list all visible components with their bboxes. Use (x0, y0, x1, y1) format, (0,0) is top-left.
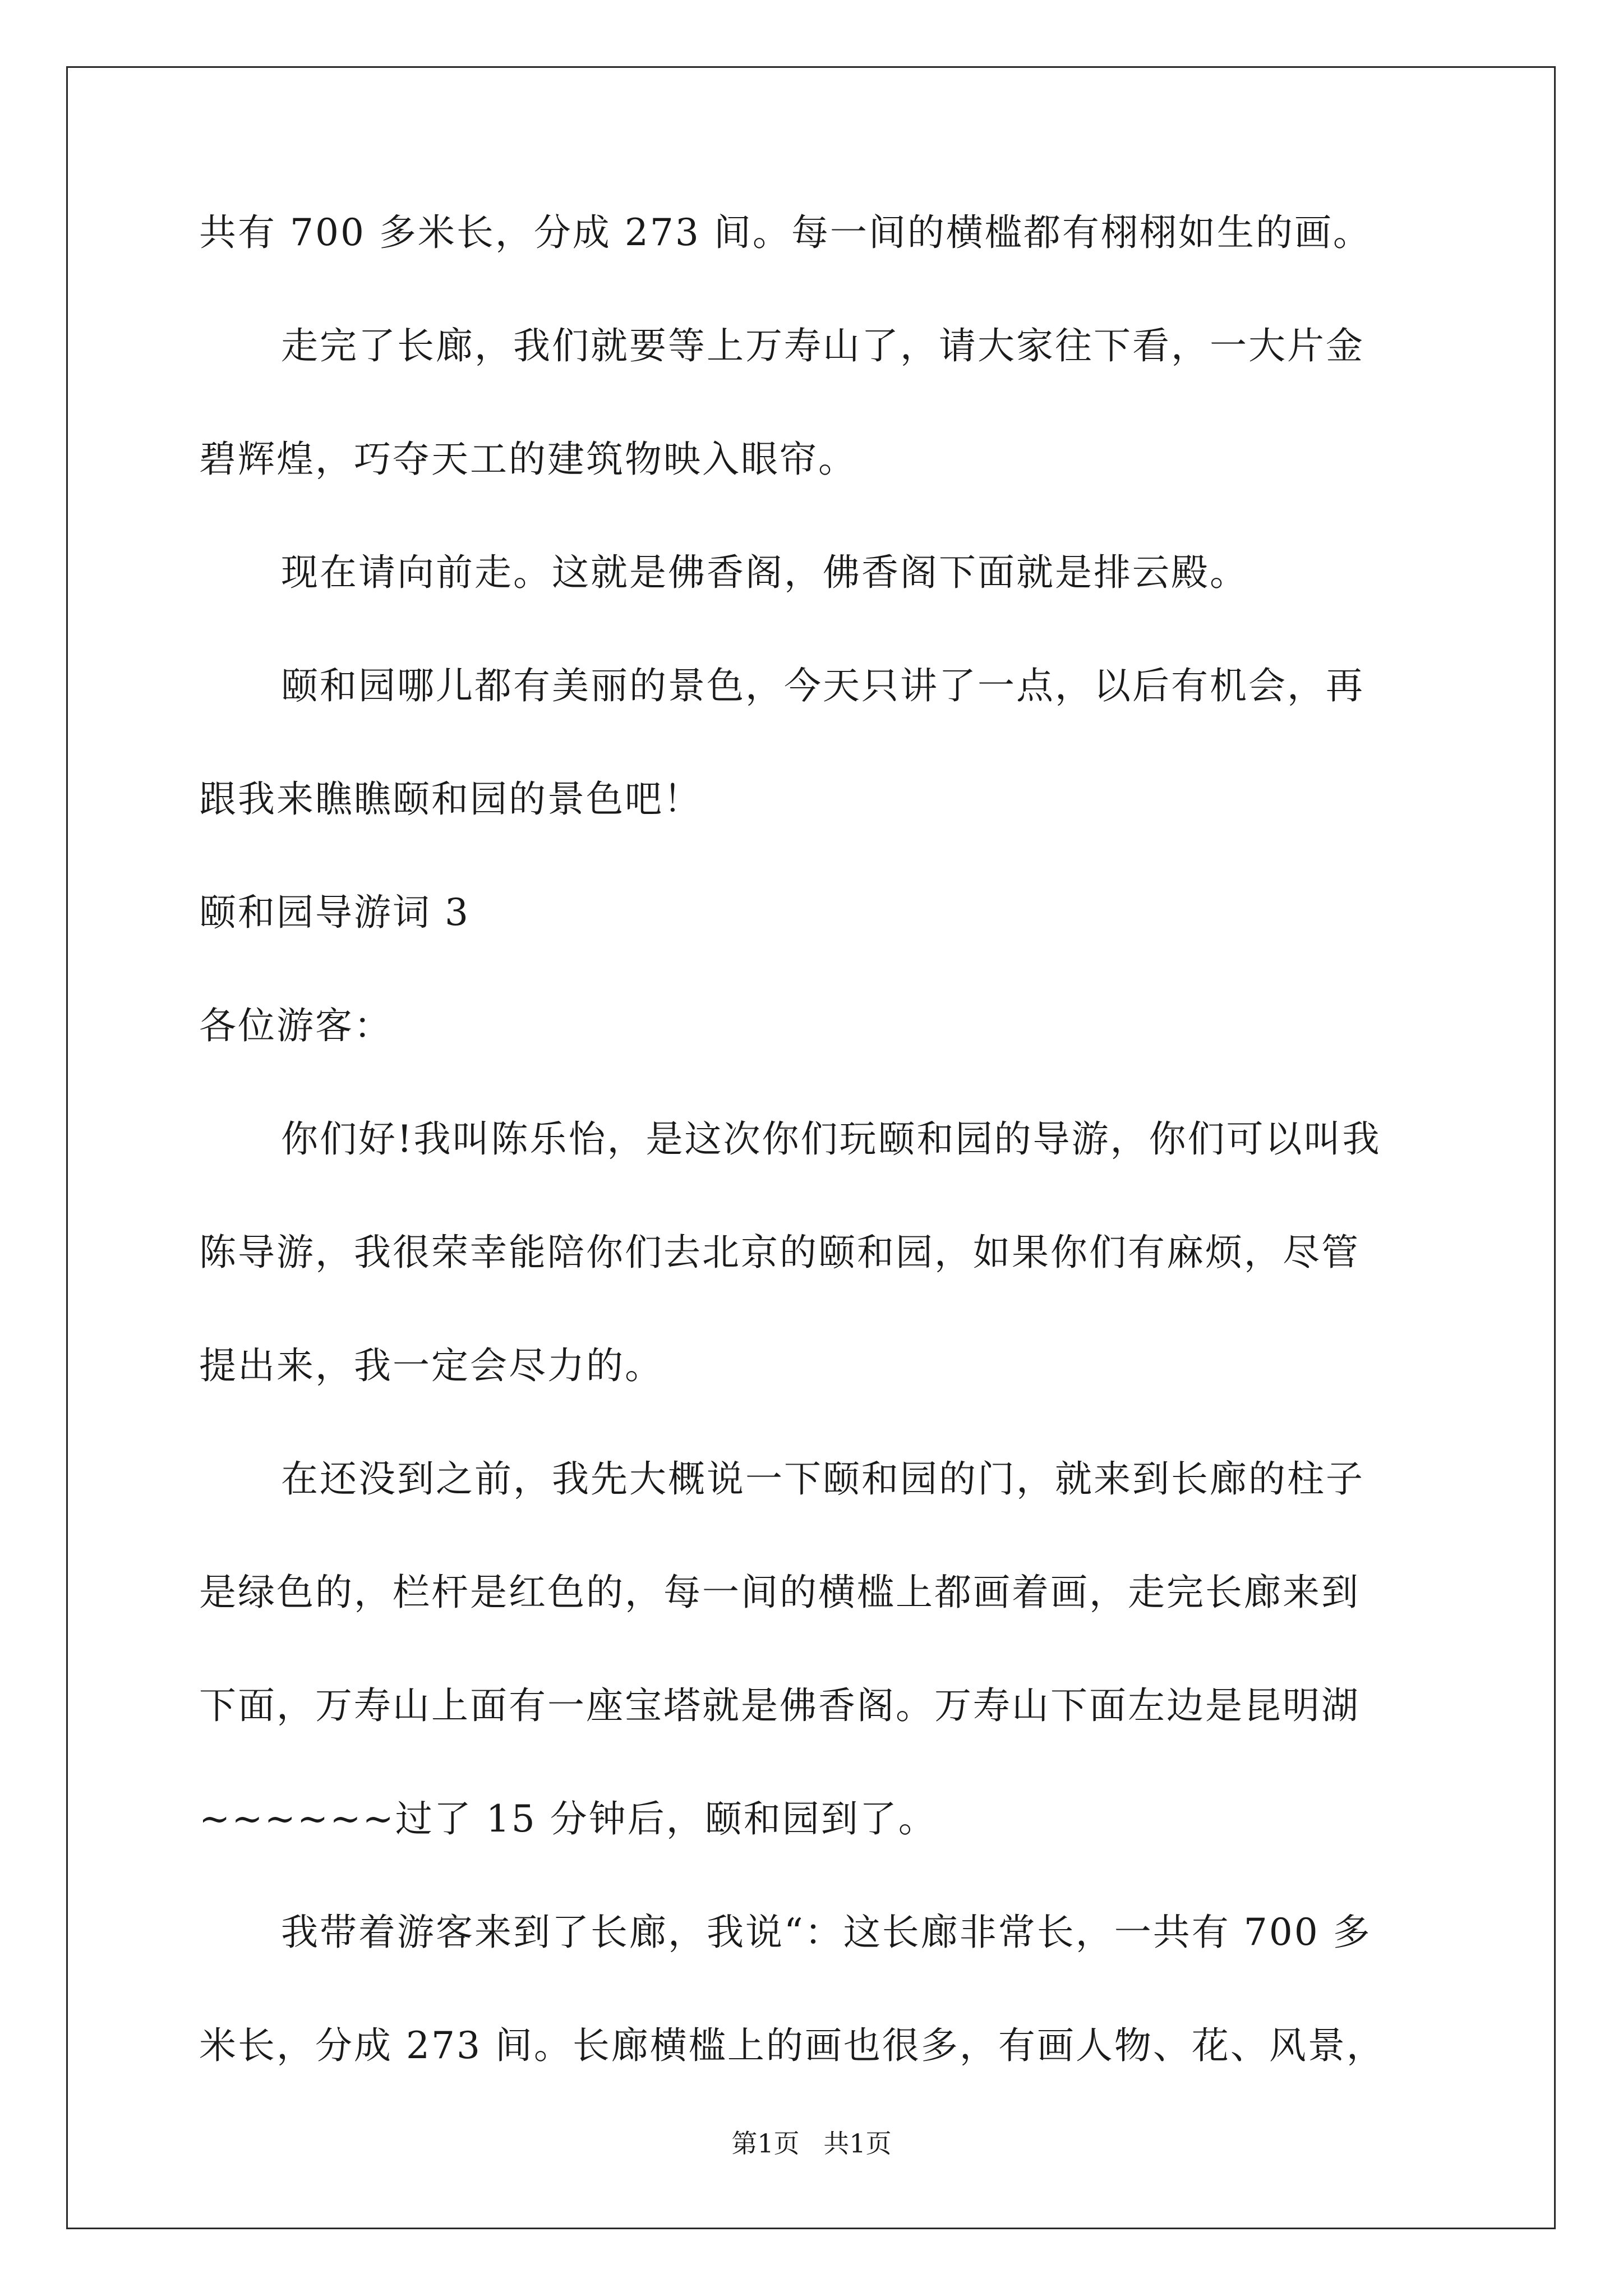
text-line: ~~~~~~过了 15 分钟后，颐和园到了。 (199, 1797, 937, 1841)
section-heading: 颐和园导游词 3 (199, 891, 470, 934)
text-line: 在还没到之前，我先大概说一下颐和园的门，就来到长廊的柱子 (281, 1457, 1364, 1501)
text-line: 米长，分成 273 间。长廊横槛上的画也很多，有画人物、花、风景， (199, 2024, 1385, 2067)
salutation: 各位游客： (199, 1004, 393, 1047)
text-line: 走完了长廊，我们就要等上万寿山了，请大家往下看，一大片金 (281, 324, 1364, 367)
text-line: 是绿色的，栏杆是红色的，每一间的横槛上都画着画，走完长廊来到 (199, 1571, 1360, 1614)
text-line: 提出来，我一定会尽力的。 (199, 1344, 663, 1387)
page-total: 共1页 (823, 2128, 892, 2159)
text-line: 共有 700 多米长，分成 273 间。每一间的横槛都有栩栩如生的画。 (199, 211, 1372, 254)
text-line: 陈导游，我很荣幸能陪你们去北京的颐和园，如果你们有麻烦，尽管 (199, 1231, 1360, 1274)
page-footer (0, 2129, 1623, 2158)
text-line: 颐和园哪儿都有美丽的景色，今天只讲了一点，以后有机会，再 (281, 664, 1364, 707)
text-line: 下面，万寿山上面有一座宝塔就是佛香阁。万寿山下面左边是昆明湖 (199, 1684, 1360, 1727)
text-line: 现在请向前走。这就是佛香阁，佛香阁下面就是排云殿。 (281, 551, 1248, 594)
text-line: 碧辉煌，巧夺天工的建筑物映入眼帘。 (199, 438, 857, 481)
text-line: 我带着游客来到了长廊，我说“：这长廊非常长，一共有 700 多 (281, 1911, 1372, 1954)
text-line: 跟我来瞧瞧颐和园的景色吧！ (199, 777, 702, 821)
text-line: 你们好!我叫陈乐怡，是这次你们玩颐和园的导游，你们可以叫我 (281, 1117, 1381, 1161)
page-number: 第1页 (731, 2128, 800, 2159)
